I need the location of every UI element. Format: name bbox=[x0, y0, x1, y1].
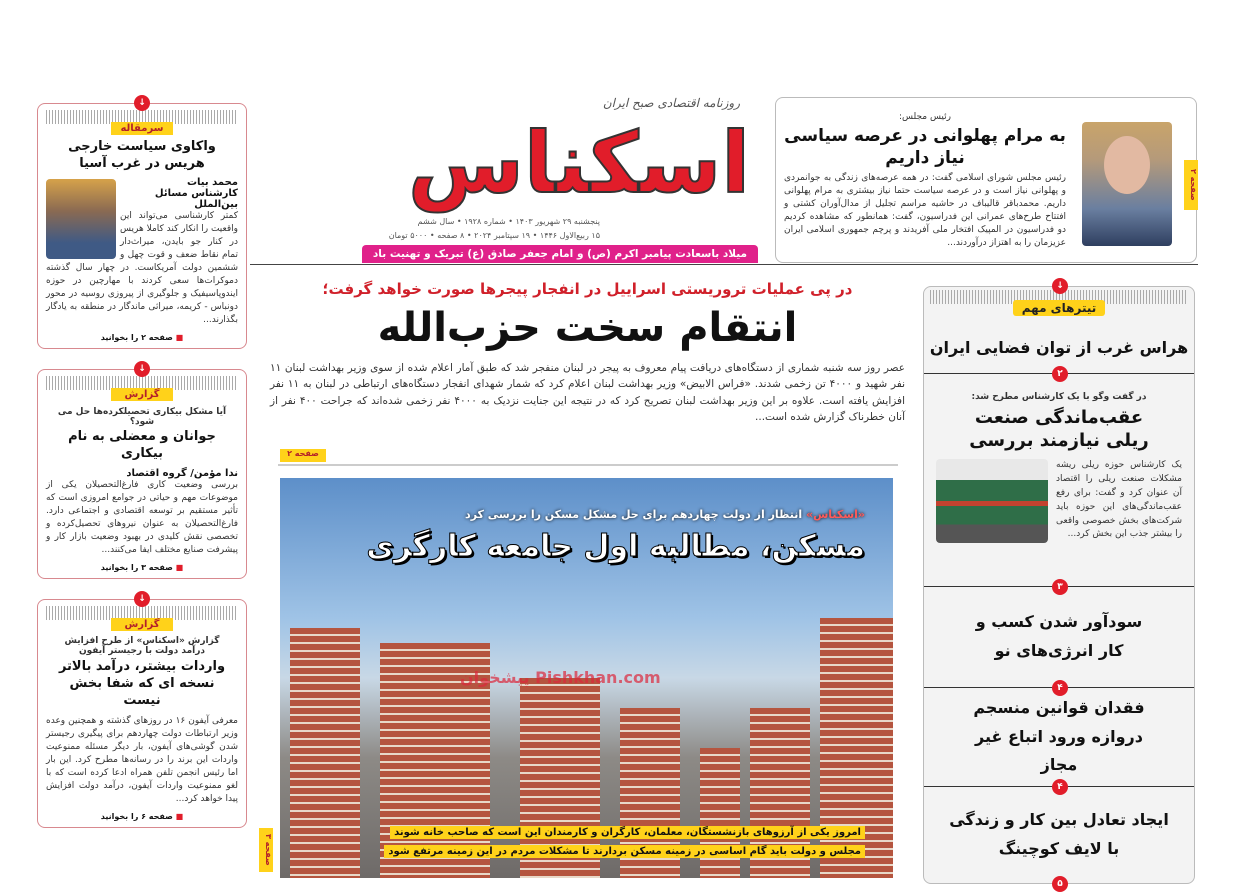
arrow-down-icon: ↓ bbox=[134, 591, 150, 607]
top-story-page-tab[interactable]: صفحه ۲ bbox=[1184, 160, 1198, 210]
masthead-rule bbox=[250, 264, 1198, 265]
headline-item[interactable] bbox=[924, 323, 1194, 379]
headline-title: ایجاد تعادل بین کار و زندگی با لایف کوچینگ bbox=[949, 810, 1169, 858]
photo-bullet: مجلس و دولت باید گام اساسی در زمینه مسکن بردارند تا مشکلات مردم در این زمینه مرتفع شود bbox=[384, 845, 865, 858]
author-name: محمد بیات bbox=[186, 176, 238, 188]
read-more-link[interactable]: ■ صفحه ۳ را بخوانید bbox=[46, 563, 238, 572]
headline-item[interactable] bbox=[924, 688, 1194, 792]
page-number-badge: ۴ bbox=[1052, 779, 1068, 795]
headline-item[interactable] bbox=[924, 787, 1194, 889]
holiday-banner: میلاد باسعادت پیامبر اکرم (ص) و امام جعفر صادق (ع) تبریک و تهنیت باد bbox=[362, 245, 758, 263]
top-story-box[interactable] bbox=[775, 97, 1197, 263]
newspaper-tagline: روزنامه اقتصادی صبح ایران bbox=[602, 96, 740, 110]
report-title[interactable]: جوانان و معضلی به نام بیکاری bbox=[68, 429, 216, 462]
headlines-panel bbox=[923, 281, 1195, 889]
section-tag: سرمقاله bbox=[111, 122, 173, 135]
section-tag: گزارش bbox=[111, 618, 173, 631]
newspaper-logo: اسکناس bbox=[408, 114, 750, 212]
lead-body: عصر روز سه شنبه شماری از دستگاه‌های دریافت پیام معروف به پیجر در لبنان منفجر شد که طبق آمار اعلام شده از سوی وزیر بهداشت لبنان ۱۱ نفر شهید و ۴۰۰۰ تن زخمی شدند. «فراس الابیض» وزیر بهداشت لبنان اعلام کرد که شمار شهدای انفجار دستگاه‌های ارتباطی در لبنان به ۱۱ نفر افزایش یافته است. علاوه بر این وزیر بهداشت لبنان تصریح کرد که در نتیجه این جنایت نزدیک به ۴۰۰۰ نفر زخمی شده‌اند که جراحت ۴۰۰ نفر از آنان خطرناک گزارش شده است... bbox=[270, 362, 905, 423]
lead-page-tab[interactable]: صفحه ۲ bbox=[280, 449, 326, 462]
photo-kicker-text: انتظار از دولت چهاردهم برای حل مشکل مسکن را بررسی کرد bbox=[465, 508, 803, 521]
read-more-link[interactable]: ■ صفحه ۶ را بخوانید bbox=[46, 812, 238, 821]
report-kicker: آیا مشکل بیکاری تحصیلکرده‌ها حل می شود؟ bbox=[57, 407, 227, 428]
train-photo bbox=[936, 459, 1048, 543]
editorial-title[interactable]: واکاوی سیاست خارجی هریس در غرب آسیا bbox=[68, 139, 216, 171]
report-body: معرفی آیفون ۱۶ در روزهای گذشته و همچنین وعده وزیر ارتباطات دولت چهاردهم برای پیگیری رجیستر شدن گوشی‌های آیفون، بار دیگر مسئله ممنوعیت واردات این برند را در رسانه‌ها مطرح کرد. این بار اما رئیس انجمن تلفن همراه ادعا کرده است که با لغو ممنوعیت واردات آیفون، درآمد دولت افزایش پیدا خواهد کرد... bbox=[46, 715, 238, 805]
section-tag: گزارش bbox=[111, 388, 173, 401]
headline-title: هراس غرب از توان فضایی ایران bbox=[929, 337, 1189, 357]
masthead bbox=[270, 95, 760, 265]
report-kicker: گزارش «اسکناس» از طرح افزایش درآمد دولت با رجیستر آیفون bbox=[64, 636, 220, 657]
section-tag: تیترهای مهم bbox=[1013, 300, 1105, 316]
top-story-body: رئیس مجلس شورای اسلامی گفت: در همه عرصه‌های زندگی به جوانمردی و پهلوانی نیاز است و در عرصه سیاست حتما نیاز بیشتری به مرام پهلوانی داریم. محمدباقر قالیباف در حاشیه مراسم تجلیل از مدال‌آوران کشتی و افتتاح طرح‌های عمرانی این فدراسیون، گفت: همانطور که مشاهده کردیم دو فدراسیون در المپیک افتخار ملی آفریدند و پرچم جمهوری اسلامی ایران عزیزمان را به اهتزاز درآوردند... bbox=[784, 173, 1066, 249]
date-line-2: ۱۵ ربیع‌الاول ۱۴۴۶ • ۱۹ سپتامبر ۲۰۲۴ • ۸ صفحه • ۵۰۰۰ تومان bbox=[388, 231, 600, 240]
author-photo bbox=[46, 179, 116, 259]
headline-kicker: در گفت وگو با یک کارشناس مطرح شد: bbox=[971, 392, 1147, 402]
headline-title: سودآور شدن کسب و کار انرژی‌های نو bbox=[975, 612, 1143, 660]
left-column bbox=[37, 98, 247, 828]
top-story-title[interactable]: به مرام پهلوانی در عرصه سیاسی نیاز داریم bbox=[784, 126, 1066, 169]
report-author: ندا مؤمن/ گروه اقتصاد bbox=[126, 467, 238, 479]
photo-kicker-brand: «اسکناس» bbox=[806, 508, 865, 521]
headline-item[interactable] bbox=[924, 374, 1194, 592]
lead-headline[interactable]: انتقام سخت حزب‌الله bbox=[377, 305, 798, 351]
arrow-down-icon: ↓ bbox=[1052, 278, 1068, 294]
photo-headline[interactable]: مسکن، مطالبه اول جامعه کارگری bbox=[366, 529, 865, 564]
date-line-1: پنجشنبه ۲۹ شهریور ۱۴۰۳ • شماره ۱۹۲۸ • سال ششم bbox=[417, 217, 600, 226]
report-box-unemployment[interactable] bbox=[37, 364, 247, 579]
editorial-box[interactable] bbox=[37, 98, 247, 349]
lead-story[interactable] bbox=[270, 280, 905, 425]
arrow-down-icon: ↓ bbox=[134, 95, 150, 111]
editorial-body: کمتر کارشناسی می‌تواند این واقعیت را انکار کند کاملا هریس در کنار جو بایدن، میراث‌دار تمام نقاط ضعف و قوت چهل و ششمین دولت آمریکاست. در چهار سال گذشته دموکرات‌ها سعی کردند با مهارچین در حوزه ایندوپاسیفیک و جلوگیری از پیروزی روسیه در محور دونباس - کریمه، میراثی ماندگار در منطقه به یادگار بگذارند... bbox=[46, 210, 238, 326]
lead-rule bbox=[278, 464, 898, 466]
photo-bullets bbox=[384, 820, 865, 858]
report-body: بررسی وضعیت کاری فارغ‌التحصیلان یکی از موضوعات مهم و حیاتی در جوامع امروزی است که تأثیر مستقیم بر توسعه اقتصادی و اجتماعی دارد. فارغ‌التحصیلان به عنوان نیروهای تحصیل‌کرده و تخصصی نقش کلیدی در بهبود وضعیت بازار کار و پیشرفت صنایع مختلف ایفا می‌کنند... bbox=[46, 479, 238, 556]
headline-title: عقب‌ماندگی صنعت ریلی نیازمند بررسی bbox=[969, 407, 1149, 452]
page-number-badge: ۵ bbox=[1052, 876, 1068, 892]
headline-title: فقدان قوانین منسجم دروازه ورود اتباع غیر مجاز bbox=[973, 697, 1145, 775]
photo-kicker bbox=[366, 508, 865, 521]
report-title[interactable]: واردات بیشتر، درآمد بالاتر نسخه ای که شفا بخش نیست bbox=[58, 659, 226, 709]
report-box-iphone[interactable] bbox=[37, 594, 247, 828]
arrow-down-icon: ↓ bbox=[134, 361, 150, 377]
headline-body: یک کارشناس حوزه ریلی ریشه مشکلات صنعت ریلی را اقتصاد آن عنوان کرد و گفت: برای رفع عقب‌ماندگی‌های این حوزه باید شرکت‌های بخش خصوصی واقعی را بیشتر جذب این بخش کرد... bbox=[1056, 459, 1182, 540]
headline-item[interactable] bbox=[924, 587, 1194, 693]
top-story-kicker: رئیس مجلس: bbox=[898, 112, 952, 122]
read-more-link[interactable]: ■ صفحه ۲ را بخوانید bbox=[46, 333, 238, 342]
photo-page-tab[interactable]: صفحه ۳ bbox=[259, 828, 273, 872]
top-story-photo bbox=[1082, 122, 1172, 246]
lead-kicker: در پی عملیات تروریستی اسراییل در انفجار پیجرها صورت خواهد گرفت؛ bbox=[322, 280, 853, 298]
pishkhan-watermark: پیشخوان Pishkhan.com bbox=[460, 668, 661, 687]
photo-bullet: امروز یکی از آرزوهای بازنشستگان، معلمان، کارگران و کارمندان این است که صاحب خانه شوند bbox=[390, 826, 865, 839]
page-number-badge: ۲ bbox=[1052, 366, 1068, 382]
page-number-badge: ۳ bbox=[1052, 579, 1068, 595]
page-number-badge: ۴ bbox=[1052, 680, 1068, 696]
author-role: کارشناس مسائل بین‌الملل bbox=[154, 187, 238, 210]
housing-photo[interactable] bbox=[280, 478, 893, 878]
